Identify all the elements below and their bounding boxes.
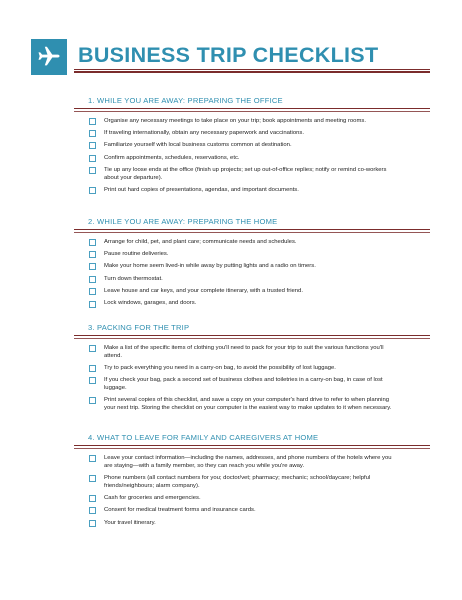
checkbox[interactable] bbox=[89, 507, 96, 514]
section-rule bbox=[74, 229, 430, 230]
checkbox[interactable] bbox=[89, 365, 96, 372]
checklist-item bbox=[74, 344, 430, 360]
item-text: Print out hard copies of presentations, agendas, and important documents. bbox=[104, 187, 299, 194]
section-rule bbox=[74, 445, 430, 446]
section-rule bbox=[74, 232, 430, 233]
checklist-item bbox=[74, 166, 430, 182]
item-text: Leave house and car keys, and your complete itinerary, with a trusted friend. bbox=[104, 288, 303, 294]
item-text: Familiarize yourself with local business customs common at destination. bbox=[104, 142, 292, 149]
checklist-items bbox=[74, 117, 430, 195]
item-text: Arrange for child, pet, and plant care; communicate needs and schedules. bbox=[104, 238, 297, 245]
section-office bbox=[74, 96, 430, 199]
section-rule bbox=[74, 338, 430, 339]
item-text: Make a list of the specific items of clothing you'll need to pack for your trip to suit the various functions you'll attend. bbox=[104, 344, 384, 359]
checklist-item bbox=[74, 364, 430, 372]
section-heading: 4. WHAT TO LEAVE FOR FAMILY AND CAREGIVERS AT HOME bbox=[88, 433, 319, 442]
checkbox[interactable] bbox=[89, 130, 96, 137]
checkbox[interactable] bbox=[89, 118, 96, 125]
checklist-item bbox=[74, 238, 430, 246]
checklist-item bbox=[74, 454, 430, 470]
section-home bbox=[74, 217, 430, 312]
checkbox[interactable] bbox=[89, 301, 96, 308]
checklist-item bbox=[74, 186, 430, 194]
checkbox[interactable] bbox=[89, 187, 96, 194]
item-text: If traveling internationally, obtain any necessary paperwork and vaccinations. bbox=[104, 129, 304, 136]
section-packing bbox=[74, 323, 430, 416]
logo-badge bbox=[31, 39, 67, 75]
item-text: If you check your bag, pack a second set of business clothes and toiletries in a carry-on bag, in case of lost luggage. bbox=[104, 377, 383, 392]
item-text: Turn down thermostat. bbox=[104, 275, 163, 282]
header-rule-thin bbox=[74, 69, 430, 70]
section-heading: 1. WHILE YOU ARE AWAY: PREPARING THE OFFICE bbox=[88, 96, 283, 105]
checklist-item bbox=[74, 506, 430, 514]
checklist-item bbox=[74, 250, 430, 258]
checklist-item bbox=[74, 287, 430, 295]
checkbox[interactable] bbox=[89, 251, 96, 258]
item-text: Leave your contact information—including the names, addresses, and phone numbers of the hotels where you are staying—with a family member, so they can reach you while you're away. bbox=[104, 454, 392, 469]
checkbox[interactable] bbox=[89, 142, 96, 149]
checklist-items bbox=[74, 454, 430, 527]
item-text: Your travel itinerary. bbox=[104, 519, 156, 526]
checklist-item bbox=[74, 299, 430, 307]
checklist-item bbox=[74, 262, 430, 270]
checklist-item bbox=[74, 141, 430, 149]
page-title: BUSINESS TRIP CHECKLIST bbox=[78, 43, 379, 67]
checkbox[interactable] bbox=[89, 520, 96, 527]
item-text: Phone numbers (all contact numbers for you; doctor/vet; pharmacy; mechanic; school/daycare; helpful friends/neighbours; alarm company). bbox=[104, 474, 371, 489]
section-rule bbox=[74, 111, 430, 112]
item-text: Tie up any loose ends at the office (finish up projects; set up out-of-office replies; notify or remind co-workers about your departure). bbox=[104, 167, 387, 181]
checkbox[interactable] bbox=[89, 155, 96, 162]
section-heading: 3. PACKING FOR THE TRIP bbox=[88, 323, 190, 332]
checkbox[interactable] bbox=[89, 276, 96, 283]
checklist-item bbox=[74, 129, 430, 137]
checklist-item bbox=[74, 396, 430, 412]
item-text: Make your home seem lived-in while away by putting lights and a radio on timers. bbox=[104, 263, 316, 270]
checkbox[interactable] bbox=[89, 475, 96, 482]
checkbox[interactable] bbox=[89, 455, 96, 462]
item-text: Confirm appointments, schedules, reservations, etc. bbox=[104, 154, 240, 161]
checklist-item bbox=[74, 275, 430, 283]
item-text: Consent for medical treatment forms and insurance cards. bbox=[104, 507, 256, 514]
checklist-item bbox=[74, 376, 430, 392]
item-text: Cash for groceries and emergencies. bbox=[104, 494, 201, 501]
item-text: Try to pack everything you need in a carry-on bag, to avoid the possibility of lost luggage. bbox=[104, 364, 336, 371]
checkbox[interactable] bbox=[89, 345, 96, 352]
checkbox[interactable] bbox=[89, 167, 96, 174]
checkbox[interactable] bbox=[89, 377, 96, 384]
checklist-item bbox=[74, 494, 430, 502]
checklist-item bbox=[74, 154, 430, 162]
checkbox[interactable] bbox=[89, 263, 96, 270]
checkbox[interactable] bbox=[89, 397, 96, 404]
item-text: Pause routine deliveries. bbox=[104, 250, 169, 257]
section-family bbox=[74, 433, 430, 531]
checklist-item bbox=[74, 474, 430, 490]
checklist-items bbox=[74, 344, 430, 413]
section-rule bbox=[74, 108, 430, 109]
item-text: Print several copies of this checklist, and save a copy on your computer's hard drive to refer to when planning your next trip. Storing the checklist on your computer is the easiest way to make updates to it when necessary. bbox=[104, 397, 392, 412]
section-heading: 2. WHILE YOU ARE AWAY: PREPARING THE HOME bbox=[88, 217, 278, 226]
section-rule bbox=[74, 448, 430, 449]
checklist-items bbox=[74, 238, 430, 308]
item-text: Lock windows, garages, and doors. bbox=[104, 300, 197, 307]
checklist-item bbox=[74, 117, 430, 125]
checkbox[interactable] bbox=[89, 288, 96, 295]
checklist-item bbox=[74, 519, 430, 527]
header-rule-thick bbox=[74, 71, 430, 73]
section-rule bbox=[74, 335, 430, 336]
item-text: Organise any necessary meetings to take place on your trip; book appointments and meeting rooms. bbox=[104, 117, 366, 124]
checkbox[interactable] bbox=[89, 495, 96, 502]
checkbox[interactable] bbox=[89, 239, 96, 246]
airplane-icon bbox=[35, 43, 63, 71]
